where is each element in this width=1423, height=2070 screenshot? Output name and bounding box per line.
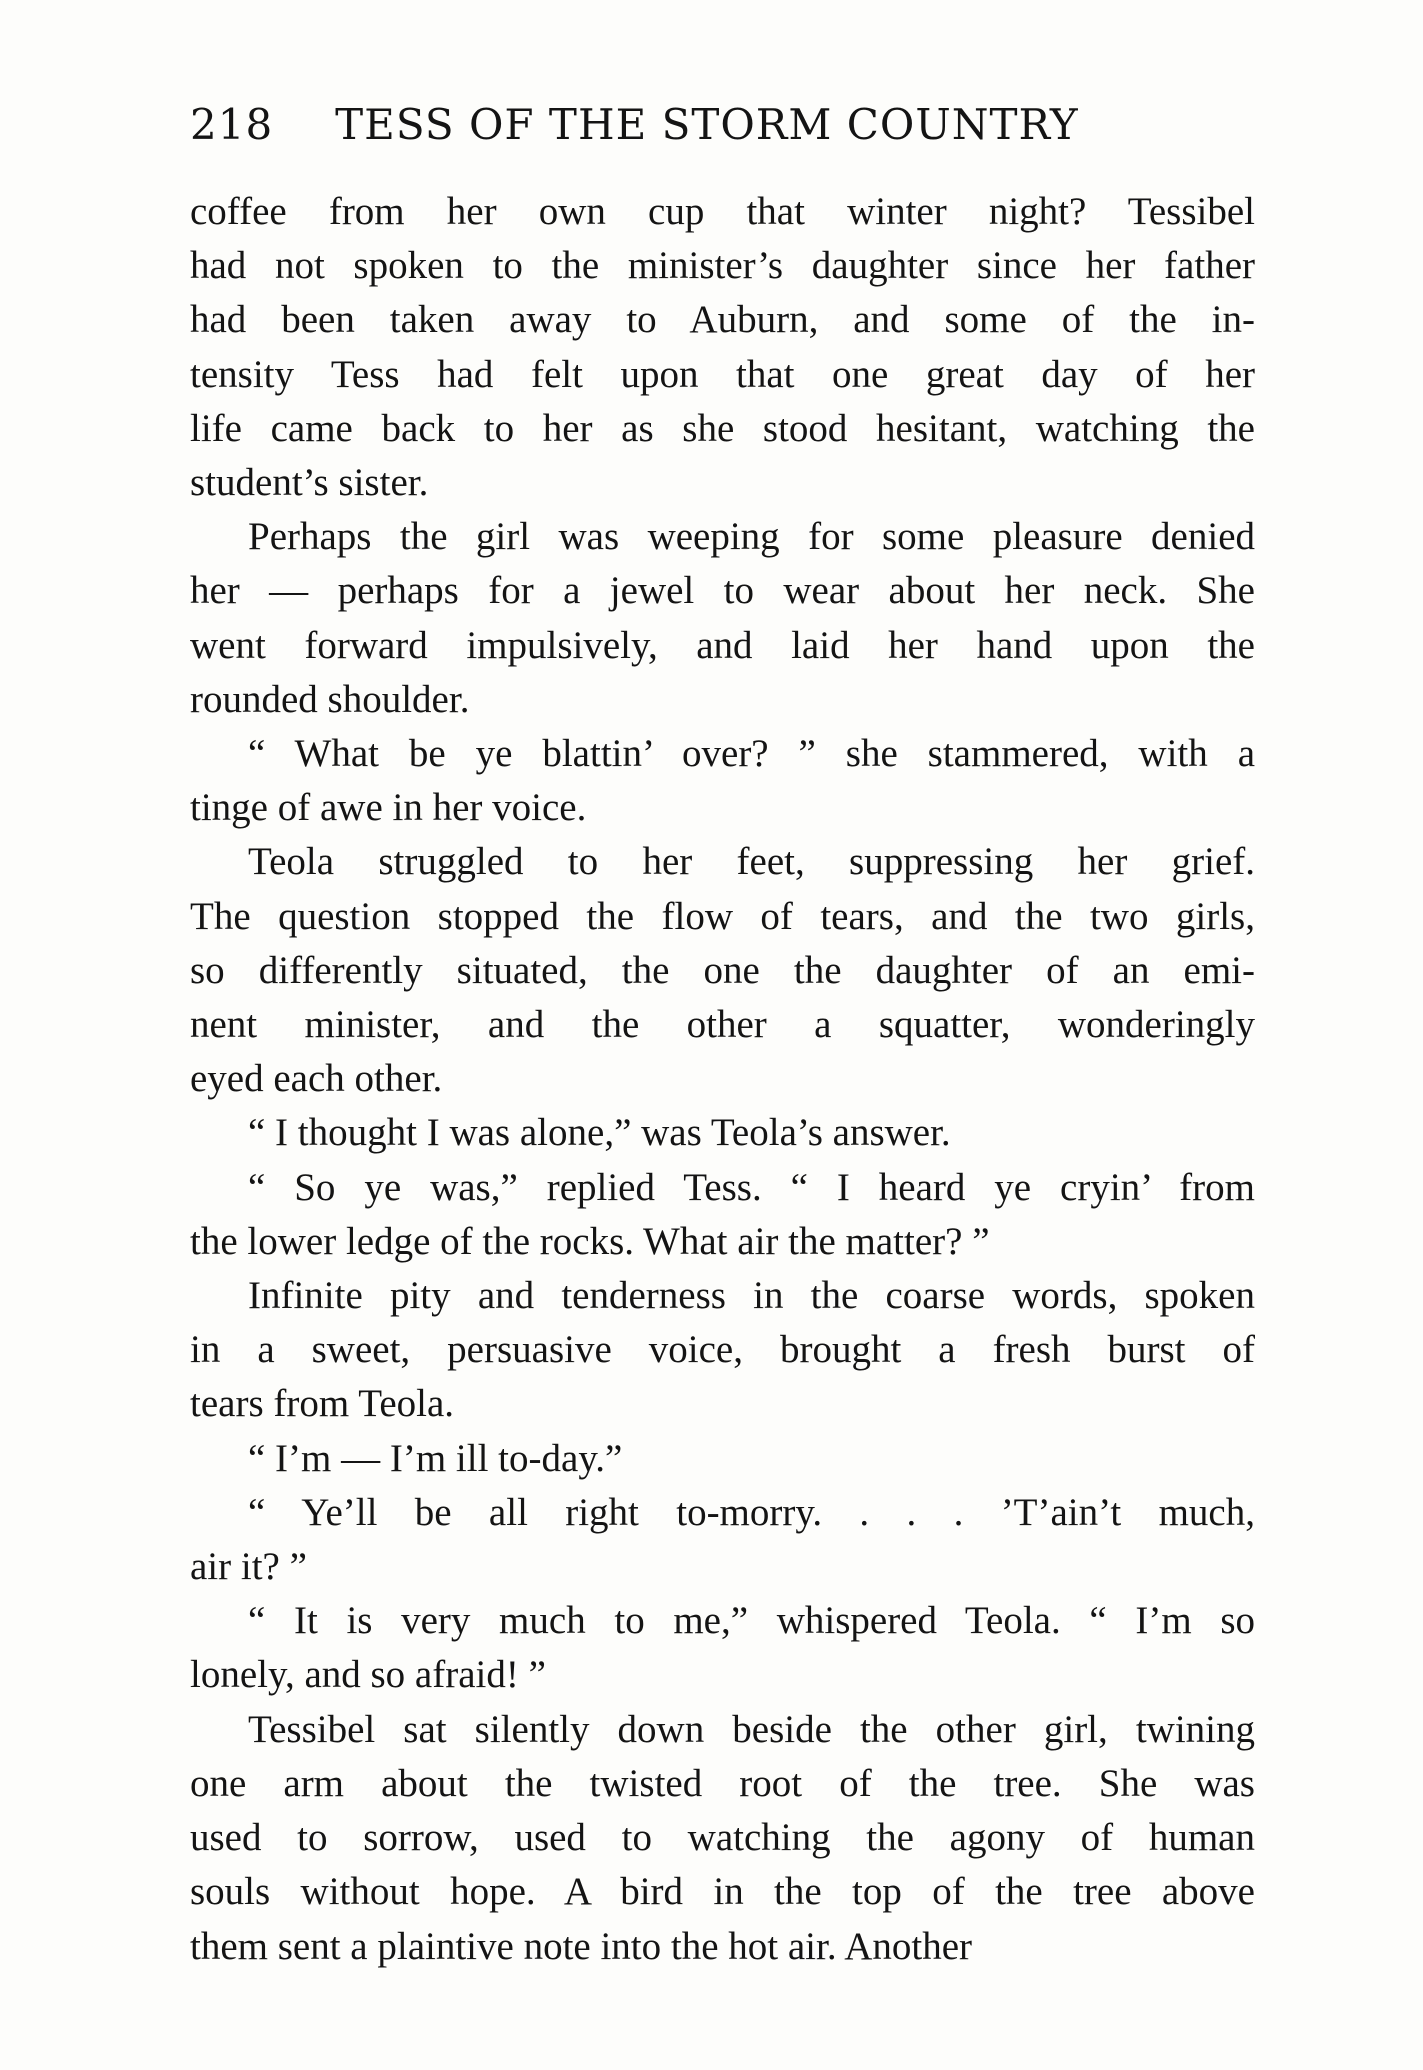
text-line: tinge of awe in her voice. [190,786,587,830]
text-line: “ Ye’ll be all right to-morry. . . . ’T’ain’t much, [248,1490,1255,1534]
text-line: The question stopped the flow of tears, and the two girls, [190,894,1255,938]
text-line: so differently situated, the one the daughter of an emi- [190,948,1255,992]
paragraph [190,1432,1255,1486]
body-text [190,185,1255,1974]
text-line: Teola struggled to her feet, suppressing her grief. [248,840,1255,884]
text-line: “ I’m — I’m ill to-day.” [248,1436,623,1480]
text-line: rounded shoulder. [190,677,470,721]
text-line: tensity Tess had felt upon that one great day of her [190,352,1255,396]
text-line: souls without hope. A bird in the top of the tree above [190,1870,1255,1914]
paragraph [190,1269,1255,1432]
paragraph [190,1106,1255,1160]
text-line: “ I thought I was alone,” was Teola’s answer. [248,1111,951,1155]
text-line: in a sweet, persuasive voice, brought a fresh burst of [190,1328,1255,1372]
text-line: air it? ” [190,1545,307,1589]
paragraph [190,1161,1255,1269]
paragraph [190,1594,1255,1702]
text-line: “ It is very much to me,” whispered Teola. “ I’m so [248,1599,1255,1643]
paragraph [190,727,1255,835]
text-line: nent minister, and the other a squatter, wonderingly [190,1003,1255,1047]
text-line: coffee from her own cup that winter night? Tessibel [190,190,1255,233]
text-line: the lower ledge of the rocks. What air the matter? ” [190,1219,990,1263]
paragraph [190,1486,1255,1594]
text-line: had not spoken to the minister’s daughter since her father [190,244,1255,288]
text-line: her — perhaps for a jewel to wear about her neck. She [190,569,1255,613]
text-line: Perhaps the girl was weeping for some pleasure denied [248,515,1255,559]
text-line: had been taken away to Auburn, and some of the in- [190,298,1255,342]
text-line: lonely, and so afraid! ” [190,1653,546,1697]
text-line: student’s sister. [190,461,429,505]
running-title: TESS OF THE STORM COUNTRY [335,100,1079,149]
text-line: tears from Teola. [190,1382,455,1426]
text-line: Infinite pity and tenderness in the coarse words, spoken [248,1274,1255,1318]
paragraph [190,510,1255,727]
text-line: used to sorrow, used to watching the agony of human [190,1816,1255,1860]
paragraph [190,185,1255,510]
text-line: “ So ye was,” replied Tess. “ I heard ye cryin’ from [248,1165,1255,1209]
text-line: them sent a plaintive note into the hot air. Another [190,1924,972,1968]
text-line: Tessibel sat silently down beside the other girl, twining [248,1707,1255,1751]
text-line: life came back to her as she stood hesitant, watching the [190,406,1255,450]
paragraph [190,1703,1255,1974]
running-header [190,100,1260,160]
text-line: went forward impulsively, and laid her hand upon the [190,623,1255,667]
page-number: 218 [190,100,274,149]
text-line: eyed each other. [190,1057,443,1101]
text-line: “ What be ye blattin’ over? ” she stammered, with a [248,732,1255,776]
text-line: one arm about the twisted root of the tree. She was [190,1761,1255,1805]
paragraph [190,835,1255,1106]
